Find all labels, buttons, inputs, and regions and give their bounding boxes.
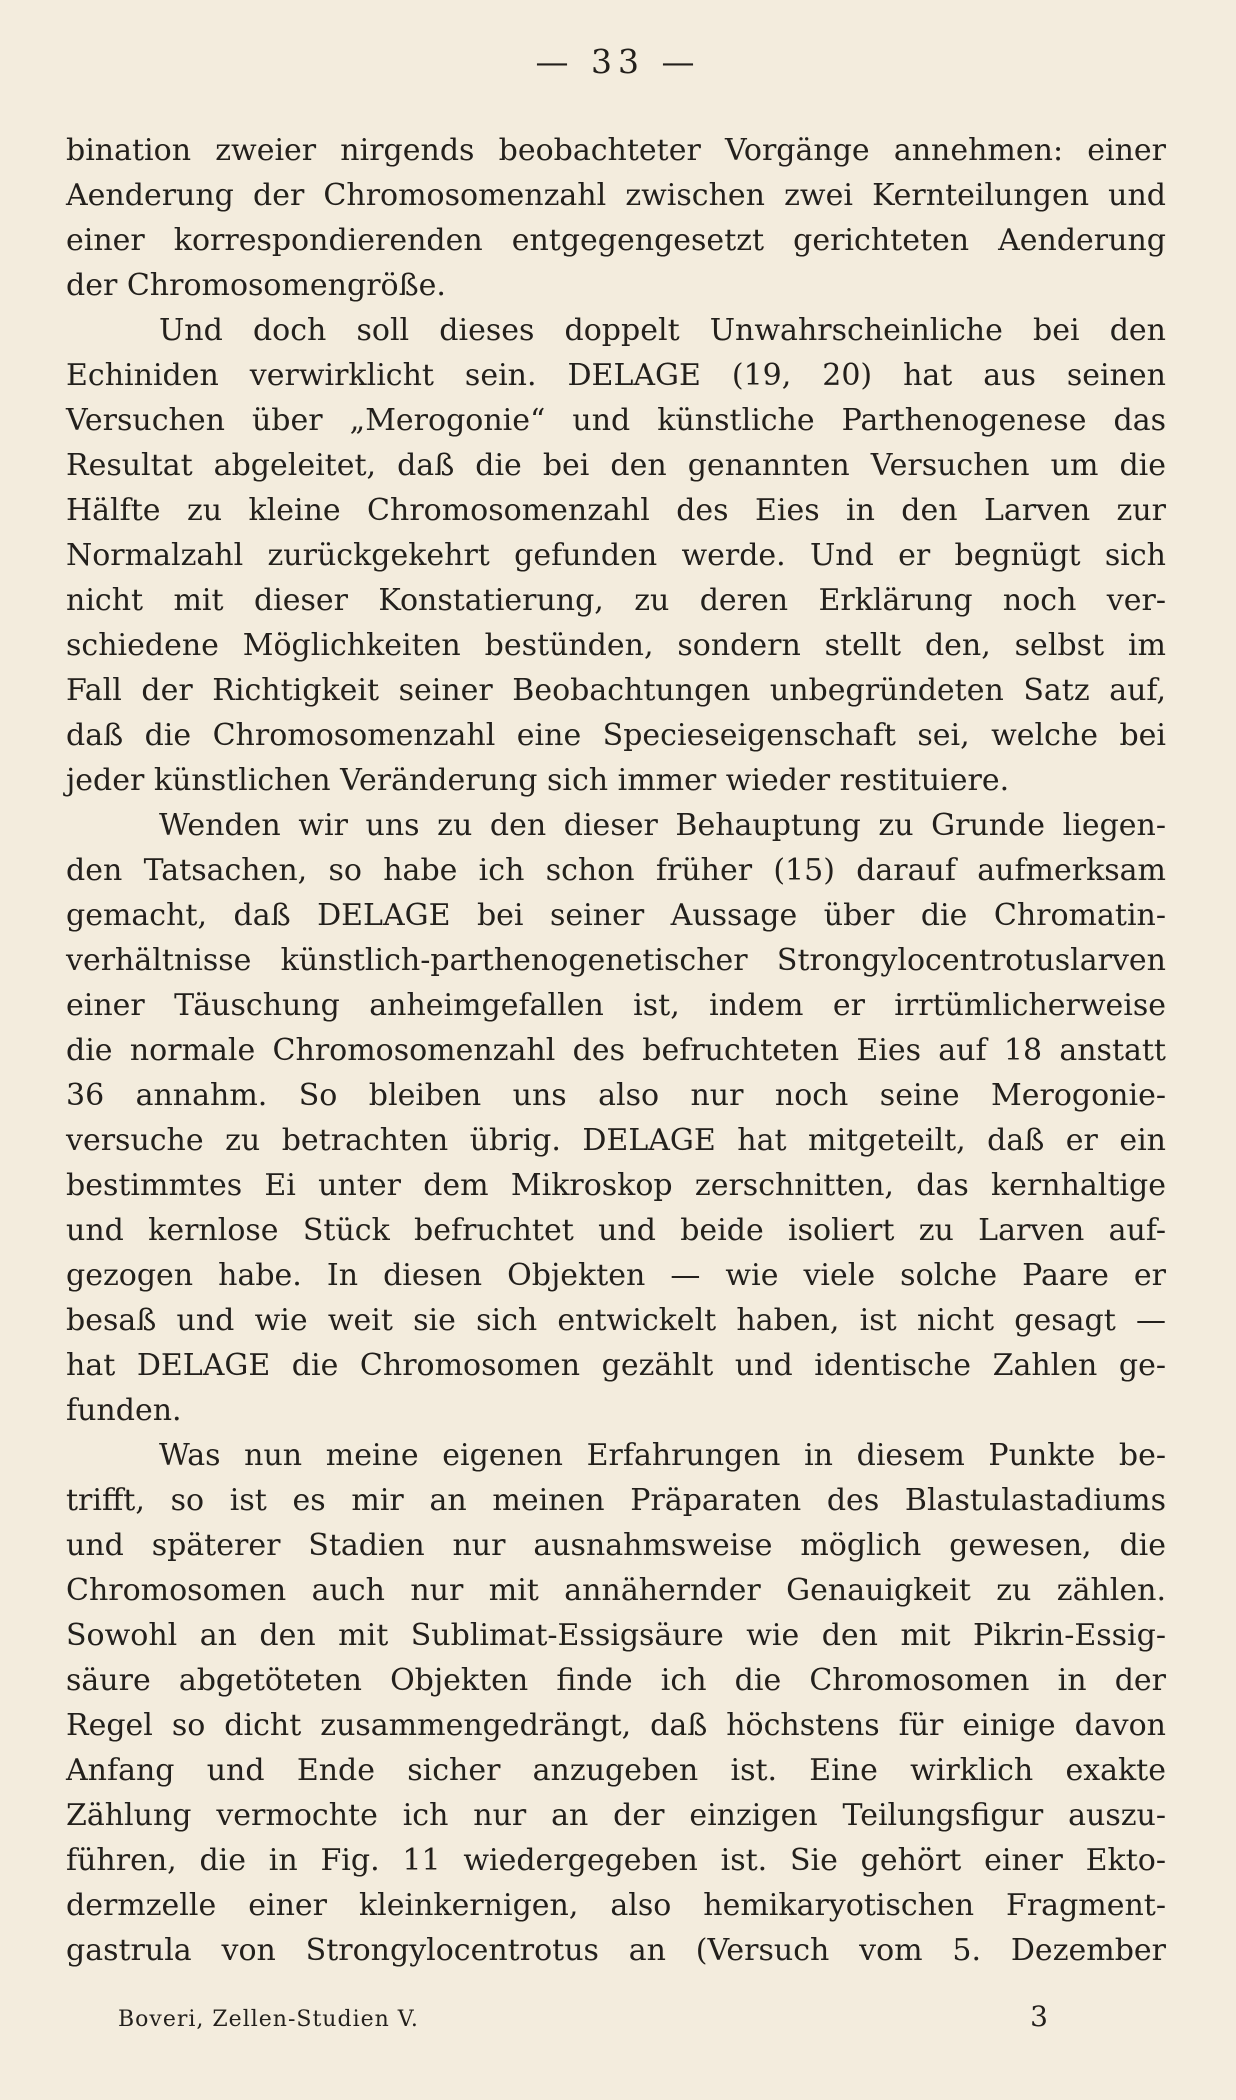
signature-mark: 3 [1030, 2000, 1048, 2033]
text-line: Chromosomen auch nur mit annähernder Genauigkeit zu zählen. [66, 1573, 1166, 1608]
text-line: versuche zu betrachten übrig. DELAGE hat mitgeteilt, daß er ein [66, 1123, 1166, 1158]
text-line: jeder künstlichen Veränderung sich immer wieder restituiere. [66, 763, 1010, 798]
text-line: Aenderung der Chromosomenzahl zwischen zwei Kernteilungen und [66, 178, 1166, 213]
footer-title: Boveri, Zellen-Studien V. [118, 2007, 419, 2032]
text-line: Hälfte zu kleine Chromosomenzahl des Eies in den Larven zur [66, 493, 1166, 528]
text-line: Resultat abgeleitet, daß die bei den genannten Versuchen um die [66, 448, 1166, 483]
text-line: bestimmtes Ei unter dem Mikroskop zerschnitten, das kernhaltige [66, 1168, 1166, 1203]
text-line: besaß und wie weit sie sich entwickelt haben, ist nicht gesagt — [66, 1303, 1166, 1338]
text-line: Anfang und Ende sicher anzugeben ist. Eine wirklich exakte [66, 1753, 1166, 1788]
text-line: Wenden wir uns zu den dieser Behauptung zu Grunde liegen- [159, 808, 1166, 843]
text-line: der Chromosomengröße. [66, 268, 446, 303]
text-line: nicht mit dieser Konstatierung, zu deren Erklärung noch ver- [66, 583, 1166, 618]
text-line: einer Täuschung anheimgefallen ist, indem er irrtümlicherweise [66, 988, 1166, 1023]
text-line: gezogen habe. In diesen Objekten — wie viele solche Paare er [66, 1258, 1166, 1293]
text-line: dermzelle einer kleinkernigen, also hemikaryotischen Fragment- [66, 1888, 1166, 1923]
text-line: und späterer Stadien nur ausnahmsweise möglich gewesen, die [66, 1528, 1166, 1563]
text-line: den Tatsachen, so habe ich schon früher (15) darauf aufmerksam [66, 853, 1166, 888]
text-line: schiedene Möglichkeiten bestünden, sondern stellt den, selbst im [66, 628, 1166, 663]
text-line: führen, die in Fig. 11 wiedergegeben ist. Sie gehört einer Ekto- [66, 1843, 1166, 1878]
text-line: trifft, so ist es mir an meinen Präparaten des Blastulastadiums [66, 1483, 1166, 1518]
text-line: Sowohl an den mit Sublimat-Essigsäure wie den mit Pikrin-Essig- [66, 1618, 1166, 1653]
text-line: säure abgetöteten Objekten finde ich die Chromosomen in der [66, 1663, 1166, 1698]
text-line: die normale Chromosomenzahl des befruchteten Eies auf 18 anstatt [66, 1033, 1166, 1068]
text-line: verhältnisse künstlich-parthenogenetischer Strongylocentrotuslarven [66, 943, 1166, 978]
text-line: Normalzahl zurückgekehrt gefunden werde. Und er begnügt sich [66, 538, 1166, 573]
page-footer [118, 2000, 1048, 2033]
text-line: Zählung vermochte ich nur an der einzigen Teilungsfigur auszu- [66, 1798, 1166, 1833]
text-line: Fall der Richtigkeit seiner Beobachtungen unbegründeten Satz auf, [66, 673, 1166, 708]
text-line: gastrula von Strongylocentrotus an (Versuch vom 5. Dezember [66, 1933, 1166, 1968]
body-text [66, 128, 1166, 1973]
text-line: bination zweier nirgends beobachteter Vorgänge annehmen: einer [66, 133, 1166, 168]
text-line: 36 annahm. So bleiben uns also nur noch seine Merogonie- [66, 1078, 1166, 1113]
text-line: funden. [66, 1393, 182, 1428]
text-line: einer korrespondierenden entgegengesetzt gerichteten Aenderung [66, 223, 1166, 258]
text-line: hat DELAGE die Chromosomen gezählt und identische Zahlen ge- [66, 1348, 1166, 1383]
text-line: Versuchen über „Merogonie“ und künstliche Parthenogenese das [66, 403, 1166, 438]
text-line: Regel so dicht zusammengedrängt, daß höchstens für einige davon [66, 1708, 1166, 1743]
text-line: gemacht, daß DELAGE bei seiner Aussage über die Chromatin- [66, 898, 1166, 933]
text-line: Was nun meine eigenen Erfahrungen in diesem Punkte be- [159, 1438, 1166, 1473]
text-line: und kernlose Stück befruchtet und beide isoliert zu Larven auf- [66, 1213, 1166, 1248]
text-line: Und doch soll dieses doppelt Unwahrscheinliche bei den [159, 313, 1166, 348]
text-line: daß die Chromosomenzahl eine Specieseigenschaft sei, welche bei [66, 718, 1166, 753]
page-number: — 33 — [535, 42, 701, 81]
text-line: Echiniden verwirklicht sein. DELAGE (19, 20) hat aus seinen [66, 358, 1166, 393]
